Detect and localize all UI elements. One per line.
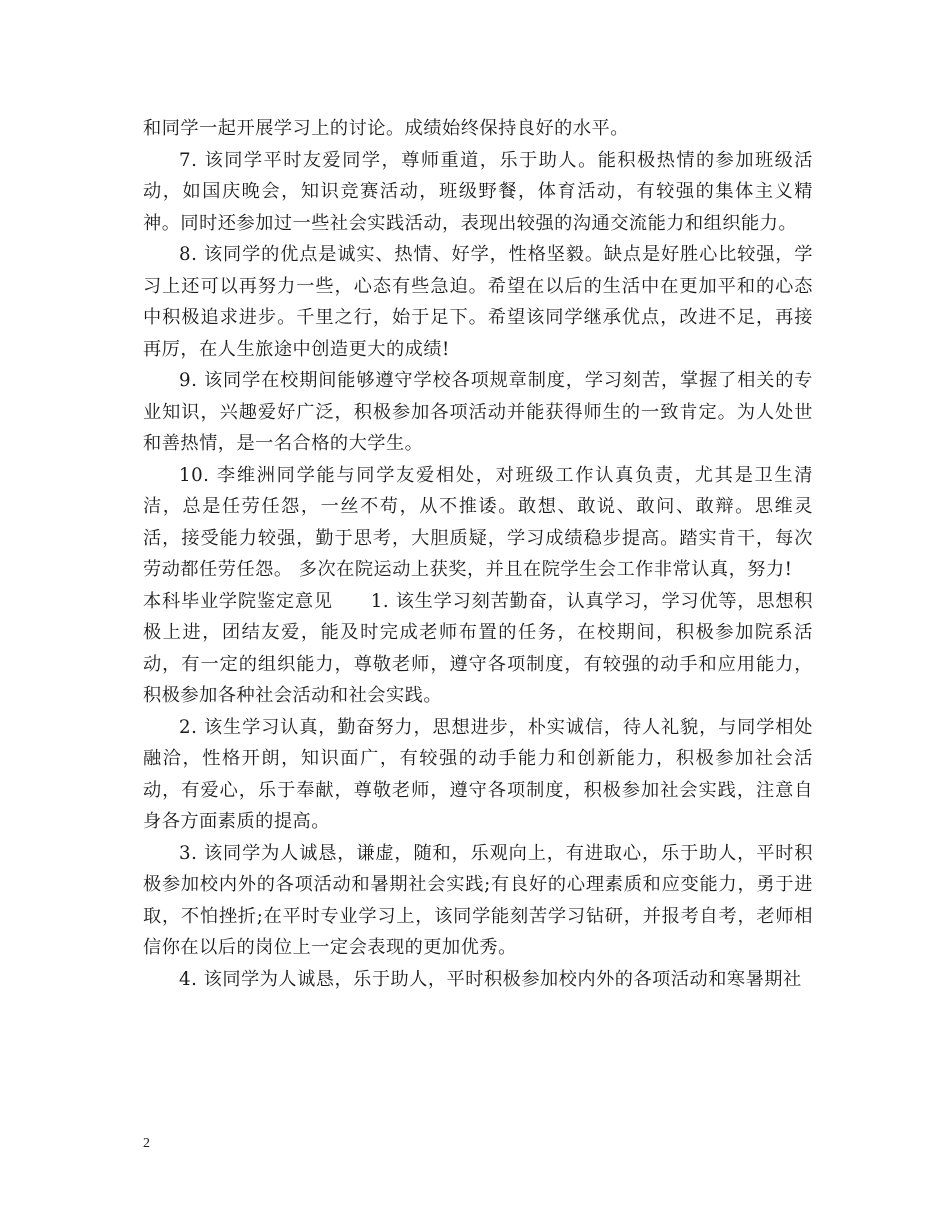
paragraph-8: 3. 该同学为人诚恳，谦虚，随和，乐观向上，有进取心，乐于助人，平时积极参加校内外的各项活动和暑期社会实践;有良好的心理素质和应变能力，勇于进取，不怕挫折;在平时专业学习上，该同学能刻苦学习钻研，并报考自考，老师相信你在以后的岗位上一定会表现的更加优秀。 <box>143 842 813 958</box>
paragraph-2: 7. 该同学平时友爱同学，尊师重道，乐于助人。能积极热情的参加班级活动，如国庆晚会，知识竞赛活动，班级野餐，体育活动，有较强的集体主义精神。同时还参加过一些社会实践活动，表现出较强的沟通交流能力和组织能力。 <box>143 149 813 234</box>
paragraph-1: 和同学一起开展学习上的讨论。成绩始终保持良好的水平。 <box>143 118 629 139</box>
paragraph-4: 9. 该同学在校期间能够遵守学校各项规章制度，学习刻苦，掌握了相关的专业知识，兴趣爱好广泛，积极参加各项活动并能获得师生的一致肯定。为人处世和善热情，是一名合格的大学生。 <box>143 370 813 454</box>
paragraph-5: 10. 李维洲同学能与同学友爱相处，对班级工作认真负责，尤其是卫生清洁，总是任劳任怨，一丝不苟，从不推诿。敢想、敢说、敢问、敢辩。思维灵活，接受能力较强，勤于思考，大胆质疑，学习成绩稳步提高。踏实肯干，每次劳动都任劳任怨。 多次在院运动上获奖，并且在院学生会工作非常认真，努力! <box>143 464 813 580</box>
paragraph-7: 2. 该生学习认真，勤奋努力，思想进步，朴实诚信，待人礼貌，与同学相处融洽，性格开朗，知识面广，有较强的动手能力和创新能力，积极参加社会活动，有爱心，乐于奉献，尊敬老师，遵守各项制度，积极参加社会实践，注意自身各方面素质的提高。 <box>143 716 813 832</box>
paragraph-9: 4. 该同学为人诚恳，乐于助人，平时积极参加校内外的各项活动和寒暑期社 <box>179 968 802 990</box>
paragraph-6: 本科毕业学院鉴定意见 1. 该生学习刻苦勤奋，认真学习，学习优等，思想积极上进，团结友爱，能及时完成老师布置的任务，在校期间，积极参加院系活动，有一定的组织能力，尊敬老师，遵守各项制度，有较强的动手和应用能力，积极参加各种社会活动和社会实践。 <box>143 590 813 706</box>
page-number: 2 <box>143 1136 150 1151</box>
paragraph-3: 8. 该同学的优点是诚实、热情、好学，性格坚毅。缺点是好胜心比较强，学习上还可以再努力一些，心态有些急迫。希望在以后的生活中在更加平和的心态中积极追求进步。千里之行，始于足下。希望该同学继承优点，改进不足，再接再厉，在人生旅途中创造更大的成绩! <box>143 244 813 360</box>
body-text <box>143 113 813 995</box>
